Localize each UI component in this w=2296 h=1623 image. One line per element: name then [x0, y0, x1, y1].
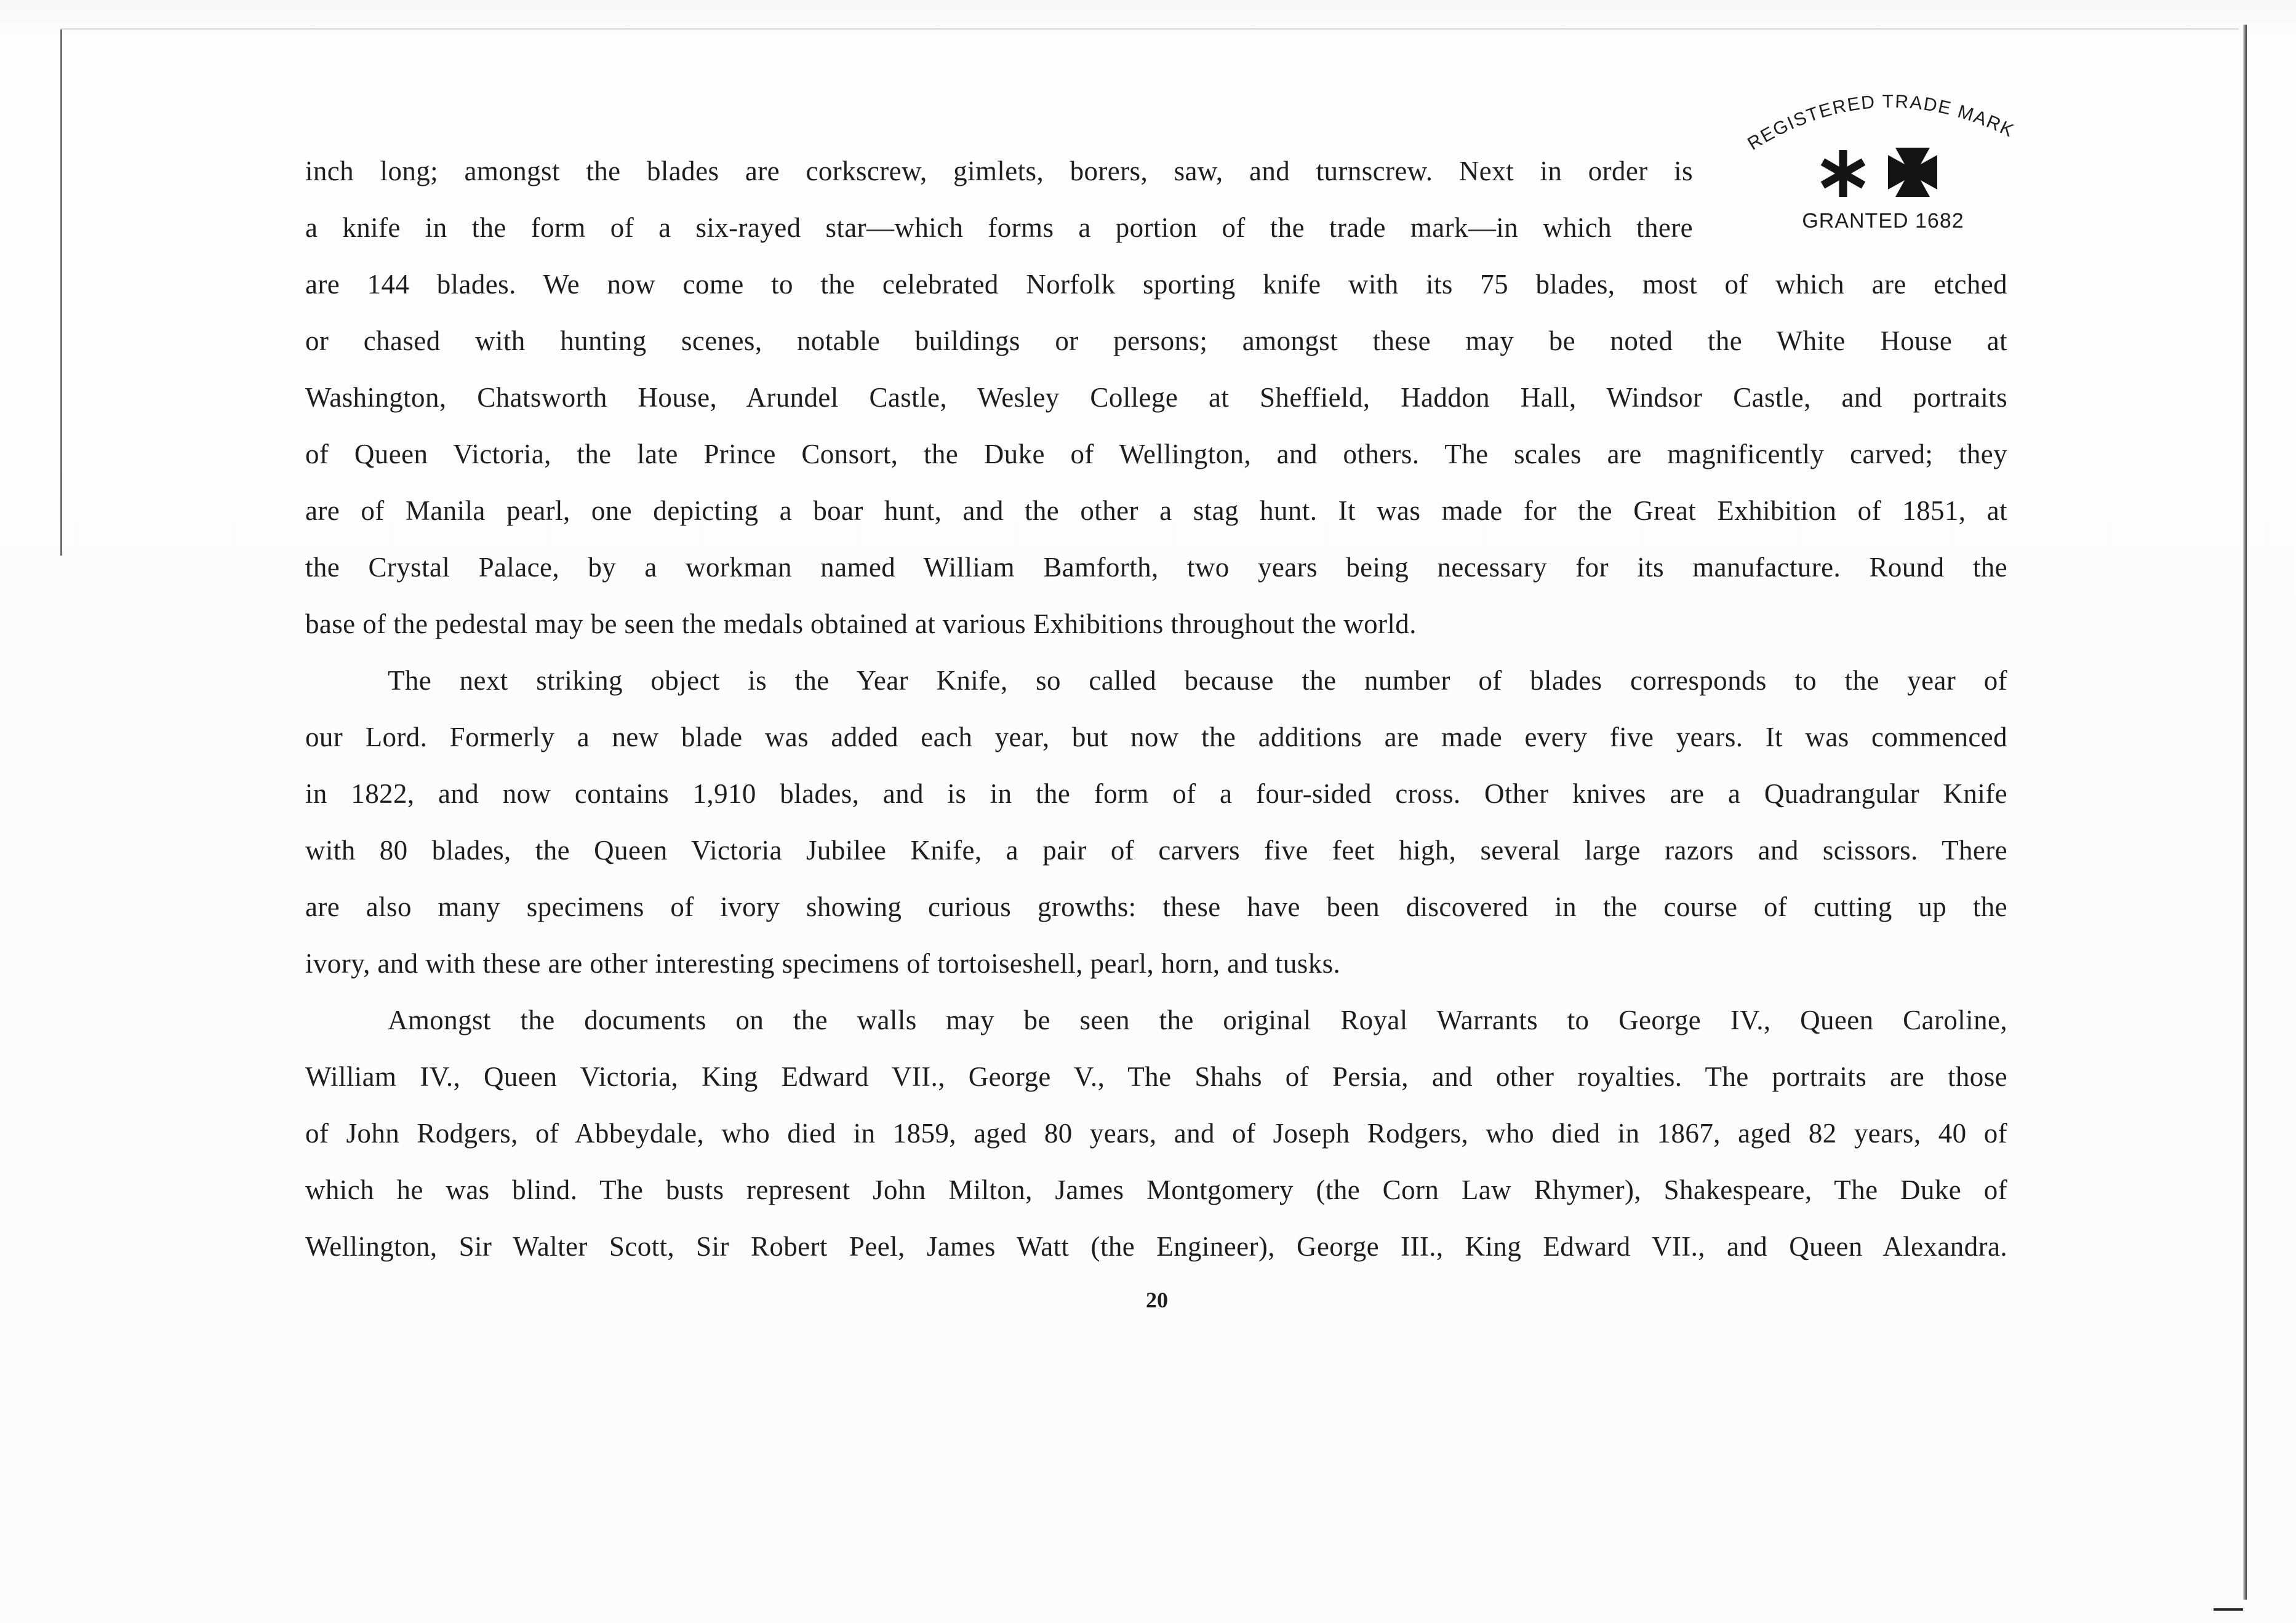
paragraph-start-line: Amongst the documents on the walls may be seen the original Royal Warrants to George IV., Queen Caroline,: [388, 1005, 2007, 1035]
scan-edge-left: [60, 30, 62, 556]
scan-edge-top: [60, 28, 2239, 30]
text-line: the Crystal Palace, by a workman named William Bamforth, two years being necessary for its manufacture. Round the: [305, 552, 2007, 583]
text-line: with 80 blades, the Queen Victoria Jubilee Knife, a pair of carvers five feet high, several large razors and scissors. There: [305, 835, 2007, 866]
paragraph-end-line: ivory, and with these are other interesting specimens of tortoiseshell, pearl, horn, and tusks.: [305, 948, 1341, 979]
text-line: of John Rodgers, of Abbeydale, who died in 1859, aged 80 years, and of Joseph Rodgers, who died in 1867, aged 82 years, 40 of: [305, 1118, 2007, 1149]
text-line: are of Manila pearl, one depicting a boar hunt, and the other a stag hunt. It was made for the Great Exhibition of 1851, at: [305, 495, 2007, 526]
text-line: which he was blind. The busts represent John Milton, James Montgomery (the Corn Law Rhymer), Shakespeare, The Duke of: [305, 1174, 2007, 1205]
paragraph-end-line: base of the pedestal may be seen the medals obtained at various Exhibitions throughout the world.: [305, 608, 1417, 639]
page-number: 20: [1146, 1288, 1168, 1312]
text-line: are also many specimens of ivory showing curious growths: these have been discovered in the course of cutting up the: [305, 891, 2007, 922]
text-line: of Queen Victoria, the late Prince Consort, the Duke of Wellington, and others. The scales are magnificently carved; they: [305, 439, 2007, 469]
text-line: inch long; amongst the blades are corkscrew, gimlets, borers, saw, and turnscrew. Next in order is: [305, 156, 1693, 186]
text-line: William IV., Queen Victoria, King Edward VII., George V., The Shahs of Persia, and other royalties. The portraits are those: [305, 1061, 2007, 1092]
text-line: a knife in the form of a six-rayed star—which forms a portion of the trade mark—in which there: [305, 212, 1693, 243]
trade-mark-arc-text: REGISTERED TRADE MARK: [1744, 91, 2018, 154]
text-line: Washington, Chatsworth House, Arundel Castle, Wesley College at Sheffield, Haddon Hall, Windsor Castle, and portraits: [305, 382, 2007, 413]
text-line: Wellington, Sir Walter Scott, Sir Robert Peel, James Watt (the Engineer), George III., King Edward VII., and Queen Alexandra.: [305, 1231, 2007, 1262]
scan-mark: [2214, 1608, 2243, 1611]
scan-edge-right: [2243, 25, 2247, 1600]
text-line: or chased with hunting scenes, notable buildings or persons; amongst these may be noted the White House at: [305, 325, 2007, 356]
paragraph-start-line: The next striking object is the Year Knife, so called because the number of blades corresponds to the year of: [388, 665, 2007, 696]
text-line: in 1822, and now contains 1,910 blades, and is in the form of a four-sided cross. Other knives are a Quadrangular Knife: [305, 778, 2007, 809]
body-text: [305, 143, 2007, 1275]
granted-date: GRANTED 1682: [1802, 209, 1964, 233]
text-line: are 144 blades. We now come to the celebrated Norfolk sporting knife with its 75 blades, most of which are etched: [305, 269, 2007, 300]
text-line: our Lord. Formerly a new blade was added each year, but now the additions are made every five years. It was commenced: [305, 722, 2007, 752]
